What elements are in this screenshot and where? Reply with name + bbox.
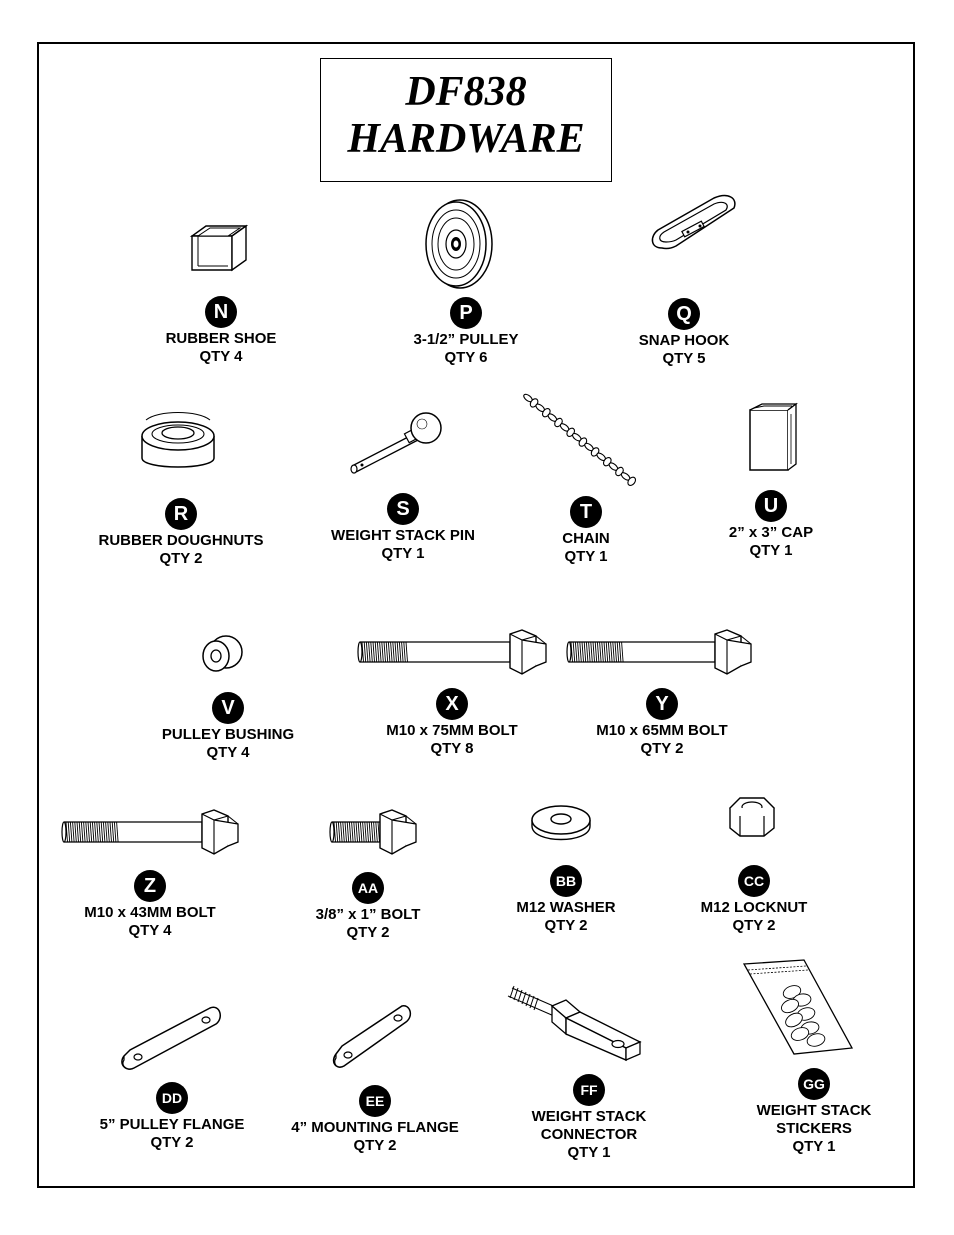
item-qty: QTY 4	[206, 744, 250, 761]
item-letter-badge: Q	[668, 298, 700, 330]
m10x65-bolt-illustration	[567, 628, 757, 676]
mounting-flange-illustration	[330, 1000, 414, 1072]
weight-stack-pin-illustration	[344, 408, 444, 480]
title-hardware: HARDWARE	[347, 116, 585, 162]
item-u	[651, 490, 891, 560]
item-ee	[255, 1085, 495, 1155]
item-y	[542, 688, 782, 758]
item-name-line2: STICKERS	[776, 1120, 852, 1137]
item-r	[61, 498, 301, 568]
item-name: M10 x 75MM BOLT	[386, 722, 518, 739]
snap-hook-illustration	[648, 192, 740, 256]
item-name: M12 WASHER	[516, 899, 616, 916]
pulley-bushing-illustration	[198, 632, 248, 674]
weight-stack-connector-illustration	[506, 978, 644, 1064]
item-name: WEIGHT STACK	[531, 1108, 647, 1125]
item-qty: QTY 4	[128, 922, 172, 939]
item-qty: QTY 1	[564, 548, 608, 565]
item-name: WEIGHT STACK PIN	[331, 527, 475, 544]
item-letter-badge: R	[165, 498, 197, 530]
item-name: RUBBER DOUGHNUTS	[98, 532, 264, 549]
item-q	[564, 298, 804, 368]
item-n	[101, 296, 341, 366]
item-x	[332, 688, 572, 758]
item-qty: QTY 2	[640, 740, 684, 757]
item-letter-badge: BB	[550, 865, 582, 897]
item-letter-badge: P	[450, 297, 482, 329]
item-letter-badge: CC	[738, 865, 770, 897]
item-gg	[694, 1068, 934, 1156]
item-qty: QTY 2	[732, 917, 776, 934]
item-cc	[634, 865, 874, 935]
item-qty: QTY 6	[444, 349, 488, 366]
item-name: 5” PULLEY FLANGE	[99, 1116, 245, 1133]
item-letter-badge: FF	[573, 1074, 605, 1106]
title-model: DF838	[405, 69, 527, 115]
item-name: 2” x 3” CAP	[728, 524, 814, 541]
item-letter-badge: S	[387, 493, 419, 525]
item-qty: QTY 2	[544, 917, 588, 934]
rubber-shoe-illustration	[188, 222, 250, 274]
item-letter-badge: GG	[798, 1068, 830, 1100]
item-qty: QTY 2	[159, 550, 203, 567]
item-name: M10 x 65MM BOLT	[596, 722, 728, 739]
item-name: WEIGHT STACK	[756, 1102, 872, 1119]
item-name: 3-1/2” PULLEY	[413, 331, 519, 348]
chain-illustration	[522, 392, 640, 488]
rubber-doughnut-illustration	[138, 408, 218, 476]
item-name: RUBBER SHOE	[165, 330, 277, 347]
item-ff	[469, 1074, 709, 1162]
item-name: SNAP HOOK	[638, 332, 730, 349]
item-qty: QTY 1	[749, 542, 793, 559]
item-name: CHAIN	[562, 530, 610, 547]
item-z	[30, 870, 270, 940]
item-letter-badge: DD	[156, 1082, 188, 1114]
item-qty: QTY 1	[381, 545, 425, 562]
item-qty: QTY 1	[567, 1144, 611, 1161]
m12-locknut-illustration	[726, 794, 778, 840]
item-letter-badge: N	[205, 296, 237, 328]
item-name-line2: CONNECTOR	[540, 1126, 638, 1143]
item-qty: QTY 4	[199, 348, 243, 365]
item-letter-badge: U	[755, 490, 787, 522]
item-letter-badge: EE	[359, 1085, 391, 1117]
item-qty: QTY 2	[346, 924, 390, 941]
item-name: M12 LOCKNUT	[700, 899, 808, 916]
item-letter-badge: Z	[134, 870, 166, 902]
item-qty: QTY 1	[792, 1138, 836, 1155]
item-letter-badge: Y	[646, 688, 678, 720]
item-qty: QTY 5	[662, 350, 706, 367]
item-letter-badge: X	[436, 688, 468, 720]
item-letter-badge: AA	[352, 872, 384, 904]
m10x43-bolt-illustration	[62, 808, 244, 856]
item-name: PULLEY BUSHING	[161, 726, 295, 743]
item-name: M10 x 43MM BOLT	[84, 904, 216, 921]
item-letter-badge: V	[212, 692, 244, 724]
item-qty: QTY 2	[353, 1137, 397, 1154]
m12-washer-illustration	[530, 802, 592, 842]
item-qty: QTY 8	[430, 740, 474, 757]
item-qty: QTY 2	[150, 1134, 194, 1151]
item-name: 3/8” x 1” BOLT	[315, 906, 421, 923]
item-name: 4” MOUNTING FLANGE	[291, 1119, 459, 1136]
m10x75-bolt-illustration	[358, 628, 552, 676]
item-v	[108, 692, 348, 762]
pulley-flange-illustration	[116, 1002, 224, 1074]
title-box	[320, 58, 612, 182]
item-letter-badge: T	[570, 496, 602, 528]
stickers-bag-illustration	[740, 958, 856, 1056]
item-p	[346, 297, 586, 367]
pulley-illustration	[420, 198, 496, 290]
cap-illustration	[744, 402, 800, 474]
3-8x1-bolt-illustration	[330, 808, 422, 856]
